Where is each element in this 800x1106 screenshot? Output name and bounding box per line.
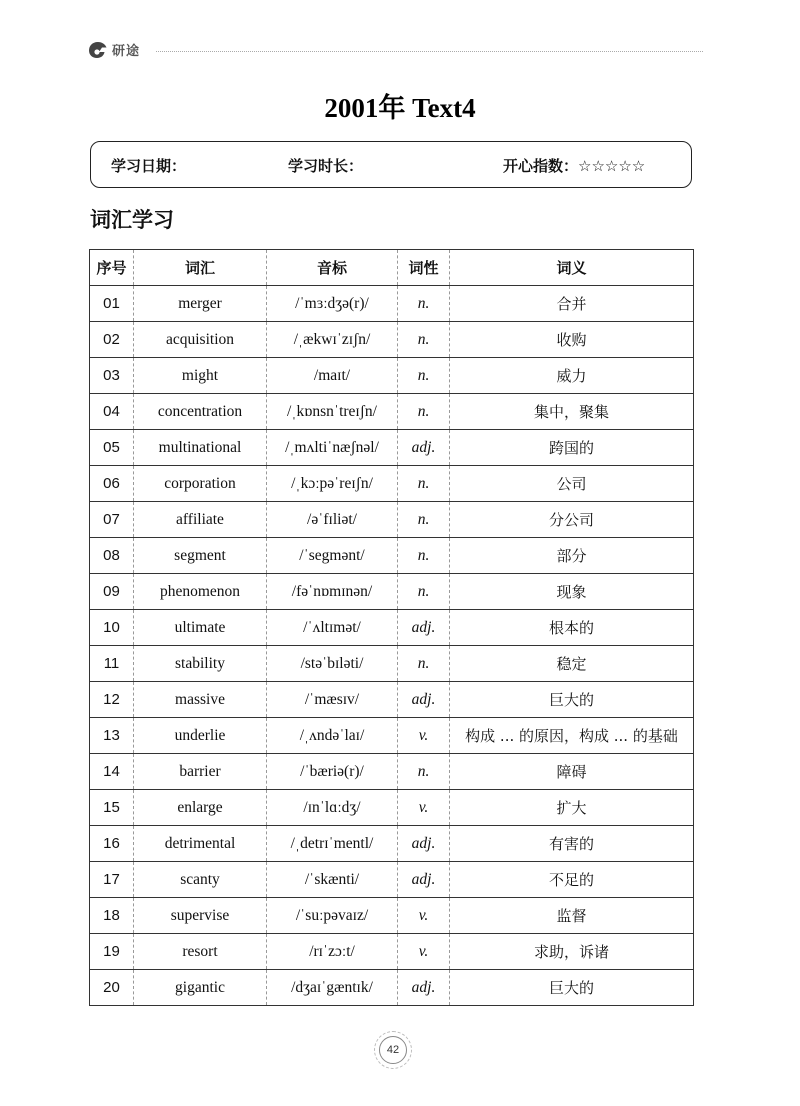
cell-word: affiliate <box>134 502 267 538</box>
cell-index: 09 <box>90 574 134 610</box>
cell-index: 19 <box>90 934 134 970</box>
cell-index: 20 <box>90 970 134 1006</box>
header-phonetic: 音标 <box>267 250 398 286</box>
section-title: 词汇学习 <box>90 208 174 232</box>
cell-word: might <box>134 358 267 394</box>
cell-part-of-speech: n. <box>398 754 450 790</box>
cell-index: 14 <box>90 754 134 790</box>
study-info-box <box>90 141 692 188</box>
cell-meaning: 现象 <box>450 574 694 610</box>
cell-index: 06 <box>90 466 134 502</box>
table-row <box>90 790 694 826</box>
cell-word: underlie <box>134 718 267 754</box>
cell-index: 04 <box>90 394 134 430</box>
cell-part-of-speech: adj. <box>398 970 450 1006</box>
cell-phonetic: /maɪt/ <box>267 358 398 394</box>
cell-part-of-speech: n. <box>398 322 450 358</box>
cell-phonetic: /ˈsegmənt/ <box>267 538 398 574</box>
cell-index: 07 <box>90 502 134 538</box>
cell-part-of-speech: v. <box>398 934 450 970</box>
table-row <box>90 934 694 970</box>
cell-word: merger <box>134 286 267 322</box>
cell-part-of-speech: v. <box>398 718 450 754</box>
cell-word: detrimental <box>134 826 267 862</box>
cell-part-of-speech: n. <box>398 466 450 502</box>
cell-phonetic: /ˈsuːpəvaɪz/ <box>267 898 398 934</box>
cell-index: 12 <box>90 682 134 718</box>
cell-phonetic: /ˈmɜːdʒə(r)/ <box>267 286 398 322</box>
cell-part-of-speech: adj. <box>398 682 450 718</box>
cell-meaning: 巨大的 <box>450 970 694 1006</box>
table-header-row <box>90 250 694 286</box>
page-header <box>88 38 703 66</box>
cell-part-of-speech: n. <box>398 574 450 610</box>
cell-phonetic: /ˌkɔːpəˈreɪʃn/ <box>267 466 398 502</box>
page-title: 2001年 Text4 <box>324 93 476 123</box>
table-row <box>90 358 694 394</box>
page-number: 42 <box>379 1036 407 1064</box>
cell-word: segment <box>134 538 267 574</box>
cell-index: 02 <box>90 322 134 358</box>
cell-phonetic: /ˌækwɪˈzɪʃn/ <box>267 322 398 358</box>
cell-meaning: 有害的 <box>450 826 694 862</box>
cell-index: 15 <box>90 790 134 826</box>
cell-index: 17 <box>90 862 134 898</box>
cell-index: 01 <box>90 286 134 322</box>
cell-part-of-speech: adj. <box>398 430 450 466</box>
cell-word: corporation <box>134 466 267 502</box>
cell-word: gigantic <box>134 970 267 1006</box>
cell-word: massive <box>134 682 267 718</box>
cell-index: 08 <box>90 538 134 574</box>
cell-word: multinational <box>134 430 267 466</box>
logo-text: 研途 <box>112 44 141 59</box>
cell-phonetic: /dʒaɪˈgæntɪk/ <box>267 970 398 1006</box>
cell-phonetic: /ɪnˈlɑːdʒ/ <box>267 790 398 826</box>
header-divider <box>156 51 703 52</box>
cell-part-of-speech: n. <box>398 502 450 538</box>
cell-meaning: 不足的 <box>450 862 694 898</box>
cell-phonetic: /ˌkɒnsnˈtreɪʃn/ <box>267 394 398 430</box>
cell-word: concentration <box>134 394 267 430</box>
header-index: 序号 <box>90 250 134 286</box>
cell-word: barrier <box>134 754 267 790</box>
vocabulary-table <box>89 249 694 1006</box>
cell-phonetic: /stəˈbɪləti/ <box>267 646 398 682</box>
table-row <box>90 898 694 934</box>
cell-part-of-speech: v. <box>398 790 450 826</box>
cell-phonetic: /ˌdetrɪˈmentl/ <box>267 826 398 862</box>
cell-phonetic: /rɪˈzɔːt/ <box>267 934 398 970</box>
table-row <box>90 646 694 682</box>
cell-part-of-speech: n. <box>398 646 450 682</box>
cell-word: resort <box>134 934 267 970</box>
cell-meaning: 根本的 <box>450 610 694 646</box>
brand-logo <box>88 40 140 59</box>
table-row <box>90 610 694 646</box>
cell-index: 11 <box>90 646 134 682</box>
cell-meaning: 公司 <box>450 466 694 502</box>
table-row <box>90 826 694 862</box>
cell-phonetic: /ˈʌltɪmət/ <box>267 610 398 646</box>
study-date-label: 学习日期： <box>111 157 187 175</box>
cell-meaning: 巨大的 <box>450 682 694 718</box>
cell-part-of-speech: n. <box>398 538 450 574</box>
cell-word: enlarge <box>134 790 267 826</box>
table-row <box>90 394 694 430</box>
cell-phonetic: /ˈskænti/ <box>267 862 398 898</box>
cell-word: acquisition <box>134 322 267 358</box>
header-meaning: 词义 <box>450 250 694 286</box>
table-row <box>90 502 694 538</box>
vocabulary-table-body <box>90 286 694 1006</box>
table-row <box>90 286 694 322</box>
cell-part-of-speech: adj. <box>398 826 450 862</box>
cell-meaning: 合并 <box>450 286 694 322</box>
table-row <box>90 754 694 790</box>
header-word: 词汇 <box>134 250 267 286</box>
cell-phonetic: /ˌʌndəˈlaɪ/ <box>267 718 398 754</box>
table-row <box>90 970 694 1006</box>
cell-meaning: 求助，诉诸 <box>450 934 694 970</box>
cell-phonetic: /ˌmʌltiˈnæʃnəl/ <box>267 430 398 466</box>
cell-index: 18 <box>90 898 134 934</box>
table-row <box>90 574 694 610</box>
cell-part-of-speech: v. <box>398 898 450 934</box>
cell-part-of-speech: n. <box>398 358 450 394</box>
cell-index: 13 <box>90 718 134 754</box>
cell-part-of-speech: adj. <box>398 862 450 898</box>
cell-meaning: 扩大 <box>450 790 694 826</box>
cell-phonetic: /fəˈnɒmɪnən/ <box>267 574 398 610</box>
cell-meaning: 收购 <box>450 322 694 358</box>
cell-word: ultimate <box>134 610 267 646</box>
cell-meaning: 稳定 <box>450 646 694 682</box>
cell-meaning: 集中，聚集 <box>450 394 694 430</box>
logo-icon <box>88 41 108 59</box>
cell-part-of-speech: adj. <box>398 610 450 646</box>
cell-index: 05 <box>90 430 134 466</box>
cell-meaning: 分公司 <box>450 502 694 538</box>
cell-index: 10 <box>90 610 134 646</box>
cell-part-of-speech: n. <box>398 394 450 430</box>
cell-index: 16 <box>90 826 134 862</box>
table-row <box>90 538 694 574</box>
cell-meaning: 障碍 <box>450 754 694 790</box>
cell-meaning: 构成 ... 的原因，构成 ... 的基础 <box>450 718 694 754</box>
cell-phonetic: /ˈmæsɪv/ <box>267 682 398 718</box>
cell-word: phenomenon <box>134 574 267 610</box>
cell-word: stability <box>134 646 267 682</box>
cell-index: 03 <box>90 358 134 394</box>
study-duration-label: 学习时长： <box>288 157 364 175</box>
cell-word: supervise <box>134 898 267 934</box>
table-row <box>90 682 694 718</box>
cell-meaning: 部分 <box>450 538 694 574</box>
table-row <box>90 430 694 466</box>
happiness-index-label: 开心指数：☆☆☆☆☆ <box>503 157 646 175</box>
cell-meaning: 威力 <box>450 358 694 394</box>
cell-meaning: 跨国的 <box>450 430 694 466</box>
cell-phonetic: /əˈfɪliət/ <box>267 502 398 538</box>
header-part-of-speech: 词性 <box>398 250 450 286</box>
table-row <box>90 862 694 898</box>
table-row <box>90 322 694 358</box>
cell-word: scanty <box>134 862 267 898</box>
cell-meaning: 监督 <box>450 898 694 934</box>
cell-phonetic: /ˈbæriə(r)/ <box>267 754 398 790</box>
table-row <box>90 466 694 502</box>
cell-part-of-speech: n. <box>398 286 450 322</box>
table-row <box>90 718 694 754</box>
